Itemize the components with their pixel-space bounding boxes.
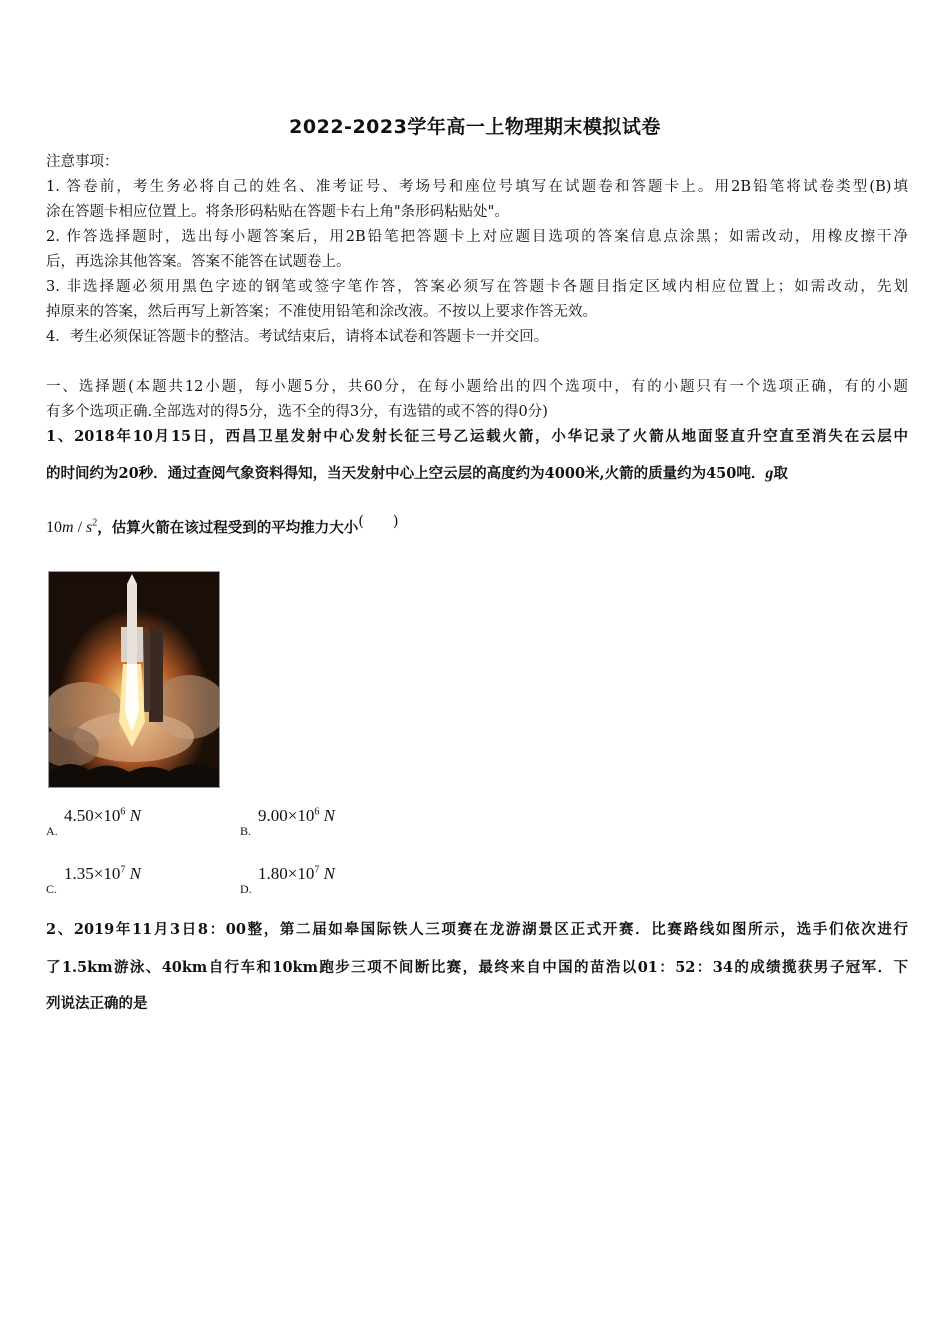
- option-letter: A.: [46, 824, 58, 838]
- unit: N: [129, 864, 141, 883]
- mantissa: 9.00: [258, 806, 288, 825]
- acceleration-unit: [46, 519, 97, 536]
- unit-number: 10: [46, 519, 62, 537]
- notice-line: 2. 作答选择题时，选出每小题答案后，用2B铅笔把答题卡上对应题目选项的答案信息点涂黑；如需改动，用橡皮擦干净: [46, 229, 908, 245]
- mantissa: 1.80: [258, 864, 288, 883]
- question-1-text: 1、2018年10月15日，西昌卫星发射中心发射长征三号乙运载火箭，小华记录了火箭从地面竖直升空直至消失在云层中: [46, 428, 908, 445]
- exponent: 6: [120, 806, 126, 818]
- option-letter: B.: [240, 824, 252, 838]
- option-value: [64, 806, 141, 826]
- g-suffix: 取: [773, 465, 788, 482]
- option-letter: C.: [46, 882, 58, 896]
- question-2-text-end: 列说法正确的是: [46, 995, 148, 1012]
- section-heading: 一、选择题(本题共12小题，每小题5分，共60分，在每小题给出的四个选项中，有的小题只有一个选项正确，有的小题: [46, 379, 908, 395]
- unit: N: [323, 806, 335, 825]
- rocket-launch-photo: [48, 571, 220, 788]
- notice-line: 4．考生必须保证答题卡的整洁。考试结束后，请将本试卷和答题卡一并交回。: [46, 329, 549, 345]
- option-letter: D.: [240, 882, 252, 896]
- unit-slash: /: [73, 519, 87, 537]
- page-title: 2022-2023学年高一上物理期末模拟试卷: [289, 116, 661, 138]
- unit: N: [129, 806, 141, 825]
- notice-heading: 注意事项：: [46, 154, 119, 170]
- g-symbol: g: [765, 465, 774, 482]
- unit-m: m: [62, 519, 74, 537]
- answer-paren: ( ): [358, 514, 399, 531]
- unit-exponent: 2: [92, 518, 98, 529]
- times-ten: ×10: [93, 864, 121, 883]
- times-ten: ×10: [93, 806, 121, 825]
- exponent: 7: [120, 864, 126, 876]
- times-ten: ×10: [287, 806, 315, 825]
- unit-s: s: [86, 519, 93, 537]
- notice-line: 涂在答题卡相应位置上。将条形码粘贴在答题卡右上角"条形码粘贴处"。: [46, 204, 509, 220]
- question-1-text-cont: [46, 464, 908, 484]
- question-1-line3: ，估算火箭在该过程受到的平均推力大小: [97, 519, 359, 537]
- question-1-line2: 的时间约为20秒．通过查阅气象资料得知，当天发射中心上空云层的高度约为4000米,火箭的质量约为450吨．: [46, 465, 766, 482]
- notice-line: 掉原来的答案，然后再写上新答案；不准使用铅笔和涂改液。不按以上要求作答无效。: [46, 304, 597, 320]
- mantissa: 1.35: [64, 864, 94, 883]
- times-ten: ×10: [287, 864, 315, 883]
- unit: N: [323, 864, 335, 883]
- option-value: [64, 864, 141, 884]
- notice-line: 3. 非选择题必须用黑色字迹的钢笔或签字笔作答，答案必须写在答题卡各题目指定区域内相应位置上；如需改动，先划: [46, 279, 908, 295]
- option-value: [258, 864, 335, 884]
- section-heading-cont: 有多个选项正确.全部选对的得5分，选不全的得3分，有选错的或不答的得0分): [46, 404, 548, 420]
- option-value: [258, 806, 335, 826]
- rocket-launch-image: [49, 572, 219, 787]
- question-2-text: 2、2019年11月3日8：00整，第二届如皋国际铁人三项赛在龙游湖景区正式开赛．比赛路线如图所示，选手们依次进行: [46, 921, 908, 938]
- notice-line: 1. 答卷前，考生务必将自己的姓名、准考证号、考场号和座位号填写在试题卷和答题卡上。用2B铅笔将试卷类型(B)填: [46, 179, 908, 195]
- question-1-text-line3: [46, 514, 908, 538]
- mantissa: 4.50: [64, 806, 94, 825]
- exponent: 6: [314, 806, 320, 818]
- notice-line: 后，再选涂其他答案。答案不能答在试题卷上。: [46, 254, 351, 270]
- exponent: 7: [314, 864, 320, 876]
- question-2-text-cont: 了1.5km游泳、40km自行车和10km跑步三项不间断比赛，最终来自中国的苗浩以01：52：34的成绩揽获男子冠军．下: [46, 959, 908, 976]
